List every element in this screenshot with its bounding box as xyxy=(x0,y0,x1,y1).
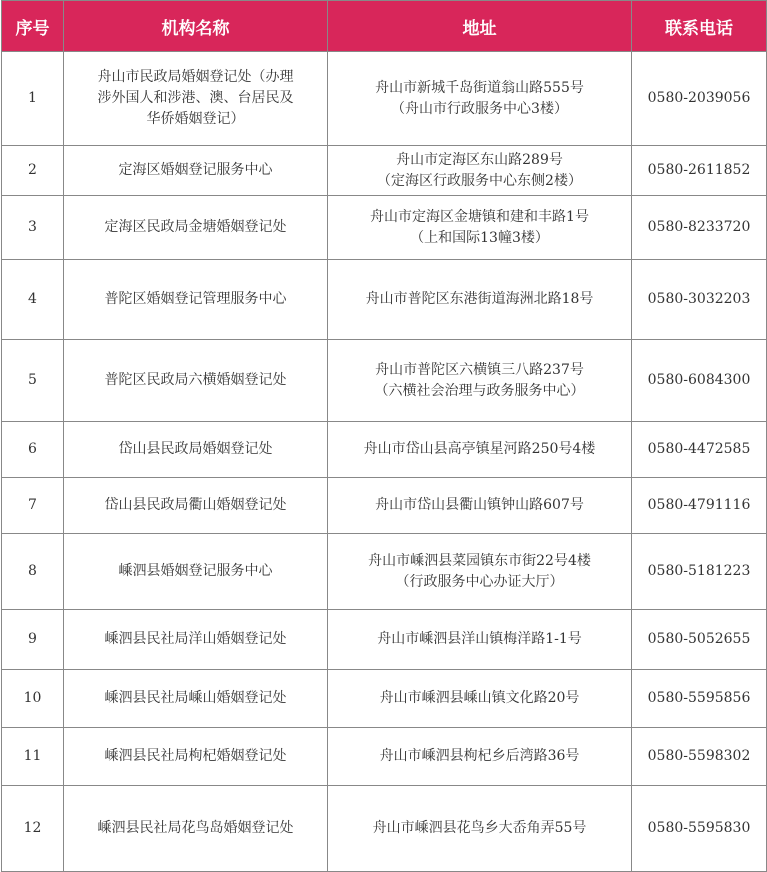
row-address-line: 舟山市嵊泗县菜园镇东市街22号4楼 xyxy=(368,552,591,569)
row-name xyxy=(64,670,328,728)
row-address-line: （定海区行政服务中心东侧2楼） xyxy=(377,172,582,189)
table-row xyxy=(2,340,767,422)
header-address: 地址 xyxy=(328,1,632,52)
table-header-row xyxy=(2,1,767,52)
row-address-line: （六横社会治理与政务服务中心） xyxy=(374,382,585,399)
row-phone: 0580-2611852 xyxy=(632,146,767,196)
row-phone: 0580-5181223 xyxy=(632,534,767,610)
row-name-line: 舟山市民政局婚姻登记处（办理 xyxy=(97,69,294,85)
row-name-line: 涉外国人和涉港、澳、台居民及 xyxy=(97,90,294,106)
header-name: 机构名称 xyxy=(64,1,328,52)
row-address xyxy=(328,260,632,340)
table-row xyxy=(2,146,767,196)
row-address xyxy=(328,786,632,872)
row-address xyxy=(328,610,632,670)
marriage-registry-table xyxy=(1,0,767,872)
row-name xyxy=(64,786,328,872)
row-address xyxy=(328,52,632,146)
row-index: 9 xyxy=(2,610,64,670)
table-row xyxy=(2,478,767,534)
row-name-line: 嵊泗县民社局嵊山婚姻登记处 xyxy=(104,690,287,706)
table-row xyxy=(2,260,767,340)
row-address-line: 舟山市普陀区东港街道海洲北路18号 xyxy=(365,291,594,307)
table-row xyxy=(2,52,767,146)
row-phone: 0580-5052655 xyxy=(632,610,767,670)
row-name-line: 定海区婚姻登记服务中心 xyxy=(118,162,273,178)
row-index: 4 xyxy=(2,260,64,340)
table-row xyxy=(2,786,767,872)
row-address-line: 舟山市嵊泗县花鸟乡大岙角弄55号 xyxy=(372,820,587,836)
row-name xyxy=(64,146,328,196)
row-index: 10 xyxy=(2,670,64,728)
table-row xyxy=(2,534,767,610)
row-index: 2 xyxy=(2,146,64,196)
row-name xyxy=(64,52,328,146)
row-address-line: （行政服务中心办证大厅） xyxy=(395,573,564,590)
row-address-line: 舟山市岱山县衢山镇钟山路607号 xyxy=(375,497,584,513)
row-name-line: 华侨婚姻登记） xyxy=(146,111,245,127)
row-address xyxy=(328,422,632,478)
row-name-line: 普陀区民政局六横婚姻登记处 xyxy=(104,372,287,388)
row-name xyxy=(64,478,328,534)
row-address-line: 舟山市岱山县高亭镇星河路250号4楼 xyxy=(363,441,596,457)
row-phone: 0580-4791116 xyxy=(632,478,767,534)
row-phone: 0580-5595856 xyxy=(632,670,767,728)
row-index: 8 xyxy=(2,534,64,610)
row-address-line: 舟山市嵊泗县嵊山镇文化路20号 xyxy=(379,690,580,706)
row-name xyxy=(64,340,328,422)
row-address xyxy=(328,728,632,786)
row-address-line: 舟山市嵊泗县洋山镇梅洋路1-1号 xyxy=(377,631,582,647)
row-name xyxy=(64,610,328,670)
header-index: 序号 xyxy=(2,1,64,52)
row-address xyxy=(328,146,632,196)
row-address-line: （舟山市行政服务中心3楼） xyxy=(391,100,568,117)
table-row xyxy=(2,610,767,670)
row-name-line: 嵊泗县民社局洋山婚姻登记处 xyxy=(104,631,287,647)
row-index: 3 xyxy=(2,196,64,260)
row-name xyxy=(64,534,328,610)
row-address xyxy=(328,670,632,728)
table-row xyxy=(2,670,767,728)
row-address-line: 舟山市嵊泗县枸杞乡后湾路36号 xyxy=(379,748,580,764)
row-address-line: 舟山市定海区东山路289号 xyxy=(396,151,563,168)
row-phone: 0580-3032203 xyxy=(632,260,767,340)
row-name-line: 岱山县民政局婚姻登记处 xyxy=(118,441,273,457)
row-phone: 0580-5595830 xyxy=(632,786,767,872)
row-address-line: （上和国际13幢3楼） xyxy=(410,229,549,246)
row-name-line: 嵊泗县民社局枸杞婚姻登记处 xyxy=(104,748,287,764)
row-address xyxy=(328,478,632,534)
row-name-line: 嵊泗县婚姻登记服务中心 xyxy=(118,563,273,579)
row-index: 12 xyxy=(2,786,64,872)
row-phone: 0580-6084300 xyxy=(632,340,767,422)
table-row xyxy=(2,422,767,478)
row-name-line: 岱山县民政局衢山婚姻登记处 xyxy=(104,497,287,513)
row-address xyxy=(328,534,632,610)
row-address xyxy=(328,196,632,260)
row-address-line: 舟山市新城千岛街道翁山路555号 xyxy=(375,79,584,96)
row-index: 6 xyxy=(2,422,64,478)
row-index: 5 xyxy=(2,340,64,422)
row-phone: 0580-4472585 xyxy=(632,422,767,478)
row-name-line: 嵊泗县民社局花鸟岛婚姻登记处 xyxy=(97,820,294,836)
row-name xyxy=(64,728,328,786)
row-name xyxy=(64,422,328,478)
row-phone: 0580-2039056 xyxy=(632,52,767,146)
row-phone: 0580-8233720 xyxy=(632,196,767,260)
row-address-line: 舟山市定海区金塘镇和建和丰路1号 xyxy=(370,208,589,225)
table-body xyxy=(2,52,767,872)
row-name-line: 定海区民政局金塘婚姻登记处 xyxy=(104,219,287,235)
table-row xyxy=(2,196,767,260)
table-row xyxy=(2,728,767,786)
row-name-line: 普陀区婚姻登记管理服务中心 xyxy=(104,291,287,307)
row-index: 11 xyxy=(2,728,64,786)
row-index: 1 xyxy=(2,52,64,146)
row-address xyxy=(328,340,632,422)
header-phone: 联系电话 xyxy=(632,1,767,52)
row-index: 7 xyxy=(2,478,64,534)
row-name xyxy=(64,196,328,260)
row-name xyxy=(64,260,328,340)
row-address-line: 舟山市普陀区六横镇三八路237号 xyxy=(375,361,584,378)
row-phone: 0580-5598302 xyxy=(632,728,767,786)
